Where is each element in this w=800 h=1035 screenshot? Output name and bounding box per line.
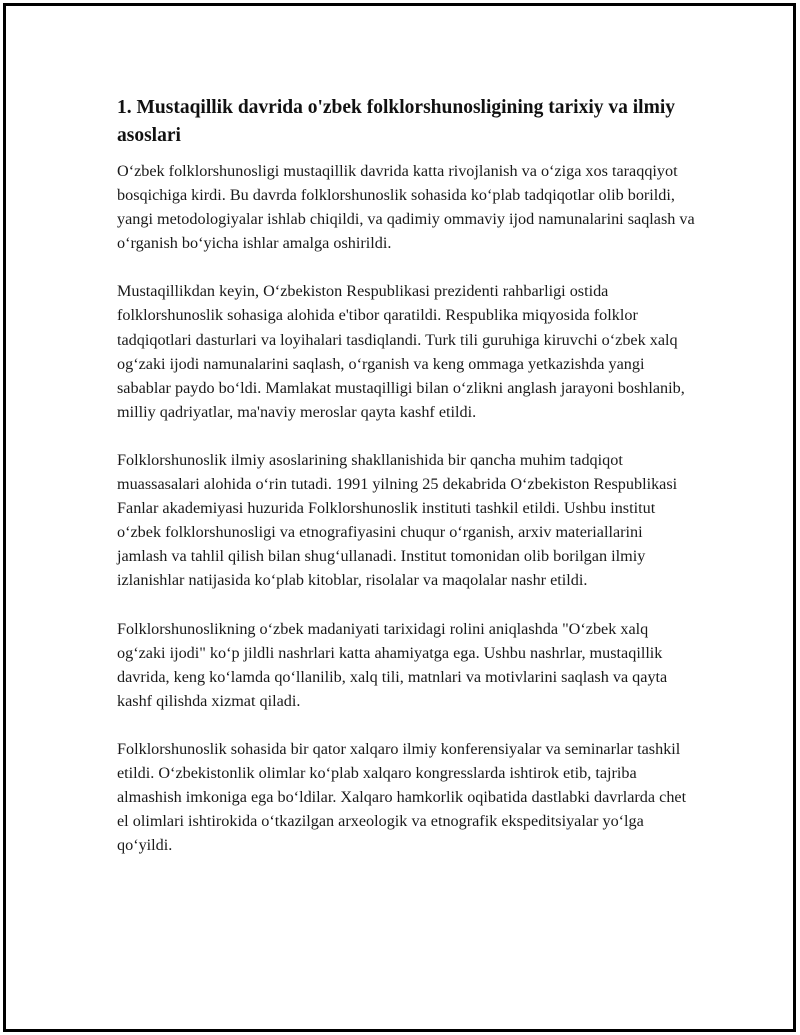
paragraph-1: O‘zbek folklorshunosligi mustaqillik davrida katta rivojlanish va o‘ziga xos taraqqiyot bosqichiga kirdi. Bu davrda folklorshunoslik sohasida ko‘plab tadqiqotlar olib borildi, yangi metodologiyalar ishlab chiqildi, va qadimiy ommaviy ijod namunalarini saqlash va o‘rganish bo‘yicha ishlar amalga oshirildi. <box>117 162 695 253</box>
paragraph-5: Folklorshunoslik sohasida bir qator xalqaro ilmiy konferensiyalar va seminarlar tashkil etildi. O‘zbekistonlik olimlar ko‘plab xalqaro kongresslarda ishtirok etib, tajriba almashish imkoniga ega bo‘ldilar. Xalqaro hamkorlik oqibatida dastlabki davrlarda chet el olimlari ishtirokida o‘tkazilgan arxeologik va etnografik ekspeditsiyalar yo‘lga qo‘yildi. <box>117 739 687 855</box>
paragraph-4: Folklorshunoslikning o‘zbek madaniyati tarixidagi rolini aniqlashda "O‘zbek xalq og‘zaki ijodi" ko‘p jildli nashrlari katta ahamiyatga ega. Ushbu nashrlar, mustaqillik davrida, keng ko‘lamda qo‘llanilib, xalq tili, matnlari va motivlarini saqlash va qayta kashf qilishda xizmat qiladi. <box>117 619 668 710</box>
document-body <box>117 94 697 881</box>
paragraph-3: Folklorshunoslik ilmiy asoslarining shakllanishida bir qancha muhim tadqiqot muassasalari alohida o‘rin tutadi. 1991 yilning 25 dekabrida O‘zbekiston Respublikasi Fanlar akademiyasi huzurida Folklorshunoslik instituti tashkil etildi. Ushbu institut o‘zbek folklorshunosligi va etnografiyasini chuqur o‘rganish, arxiv materiallarini jamlash va tahlil qilish bilan shug‘ullanadi. Institut tomonidan olib borilgan ilmiy izlanishlar natijasida ko‘plab kitoblar, risolalar va maqolalar nashr etildi. <box>117 450 678 590</box>
paragraph-2: Mustaqillikdan keyin, O‘zbekiston Respublikasi prezidenti rahbarligi ostida folklorshunoslik sohasiga alohida e'tibor qaratildi. Respublika miqyosida folklor tadqiqotlari dasturlari va loyihalari tasdiqlandi. Turk tili guruhiga kiruvchi o‘zbek xalq og‘zaki ijodi namunalarini saqlash, o‘rganish va keng ommaga yetkazishda yangi sabablar paydo bo‘ldi. Mamlakat mustaqilligi bilan o‘zlikni anglash jarayoni boshlanib, milliy qadriyatlar, ma'naviy meroslar qayta kashf etildi. <box>117 282 685 421</box>
section-heading: 1. Mustaqillik davrida o'zbek folklorshunosligining tarixiy va ilmiy asoslari <box>117 97 676 146</box>
